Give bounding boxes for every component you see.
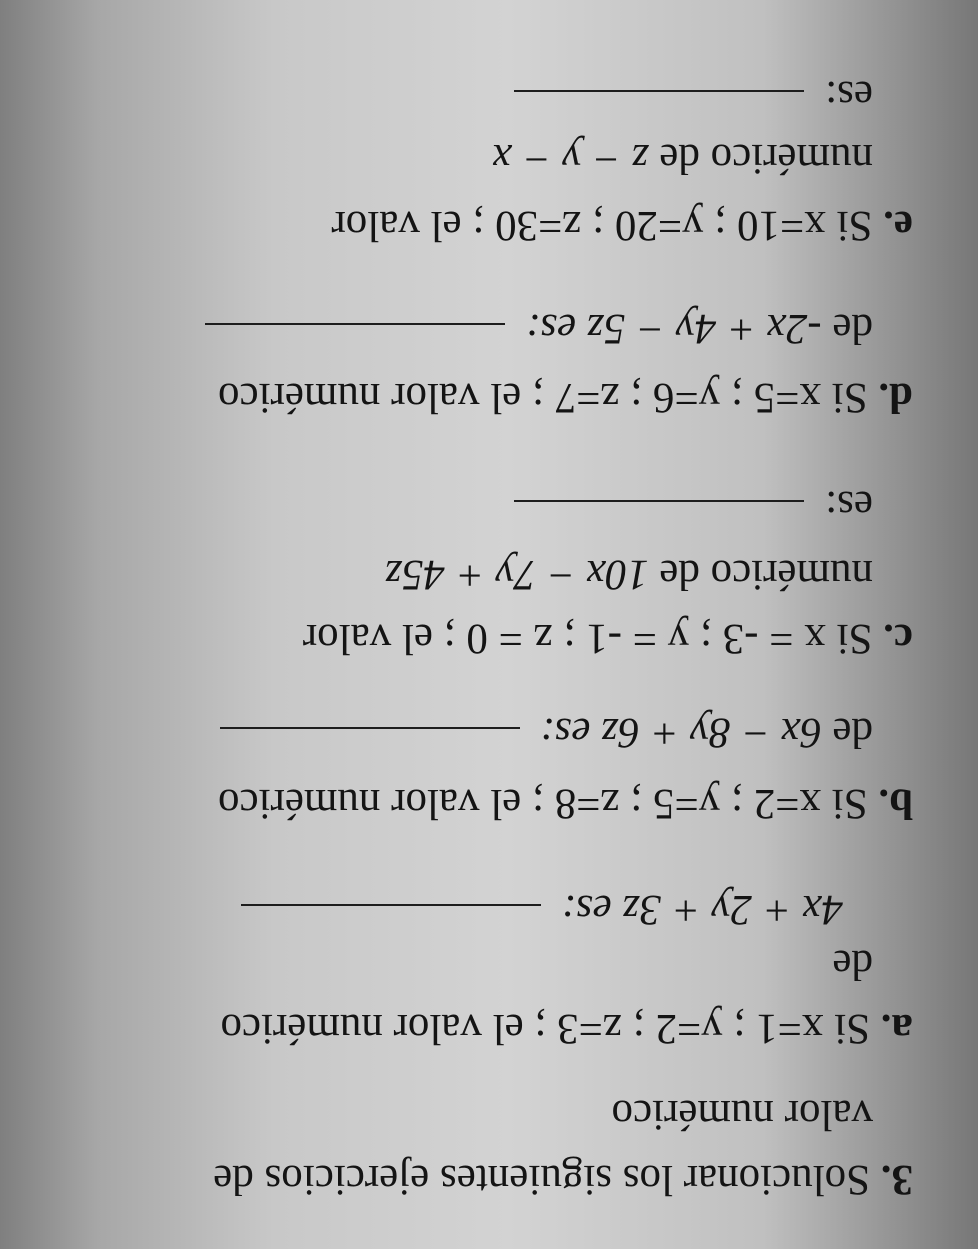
item-b-line-1 [218,782,913,825]
item-a-line-1 [220,1007,913,1050]
item-e-line-1 [331,204,913,247]
item-c-line-3 [514,484,873,527]
item-a-line-3 [241,888,843,931]
item-d-answer-blank[interactable] [205,323,505,325]
item-a-line-2 [832,943,873,986]
item-c-expression: 10x − 7y + 45z [385,551,649,598]
item-e-letter: e. [883,202,913,249]
item-b-line-2 [220,711,873,754]
item-b-expression: 6x − 8y + 6z es: [540,709,822,756]
item-e-answer-label: es: [825,72,873,119]
item-d-prefix: de [832,305,873,352]
item-c-line-2 [385,553,873,596]
item-d-line-1 [218,376,913,419]
item-c-answer-blank[interactable] [514,500,804,502]
item-e-line-3 [514,74,873,117]
exercise-number: 3. [880,1156,913,1203]
item-a-prefix: de [832,941,873,988]
item-e-prefix: numérico de [659,135,873,182]
item-c-line-1 [303,617,913,660]
exercise-title-continuation: valor numérico [611,1091,873,1138]
item-b-text: Si x=2 ; y=5 ; z=8 ; el valor numérico [218,780,868,827]
item-e-text: Si x=10 ; y=20 ; z=30 ; el valor [331,202,873,249]
exercise-title-line-1 [213,1158,913,1201]
item-b-prefix: de [832,709,873,756]
item-e-expression: z − y − x [492,135,649,182]
item-e-answer-blank[interactable] [514,90,804,92]
item-a-letter: a. [880,1005,913,1052]
item-d-text: Si x=5 ; y=6 ; z=7 ; el valor numérico [218,374,868,421]
item-c-answer-label: es: [825,482,873,529]
item-c-text: Si x = -3 ; y = -1 ; z = 0 ; el valor [302,615,873,662]
exercise-title-text: Solucionar los siguientes ejercicios de [213,1156,870,1203]
item-b-answer-blank[interactable] [220,727,520,729]
item-c-letter: c. [883,615,913,662]
item-d-letter: d. [878,374,913,421]
item-d-expression: -2x + 4y − 5z es: [526,305,822,352]
item-a-expression: 4x + 2y + 3z es: [561,886,843,933]
item-c-prefix: numérico de [659,551,873,598]
item-e-line-2 [493,137,873,180]
exercise-title-line-2 [612,1093,874,1136]
item-b-letter: b. [878,780,913,827]
item-a-answer-blank[interactable] [241,904,541,906]
item-d-line-2 [205,307,873,350]
item-a-text: Si x=1 ; y=2 ; z=3 ; el valor numérico [220,1005,870,1052]
